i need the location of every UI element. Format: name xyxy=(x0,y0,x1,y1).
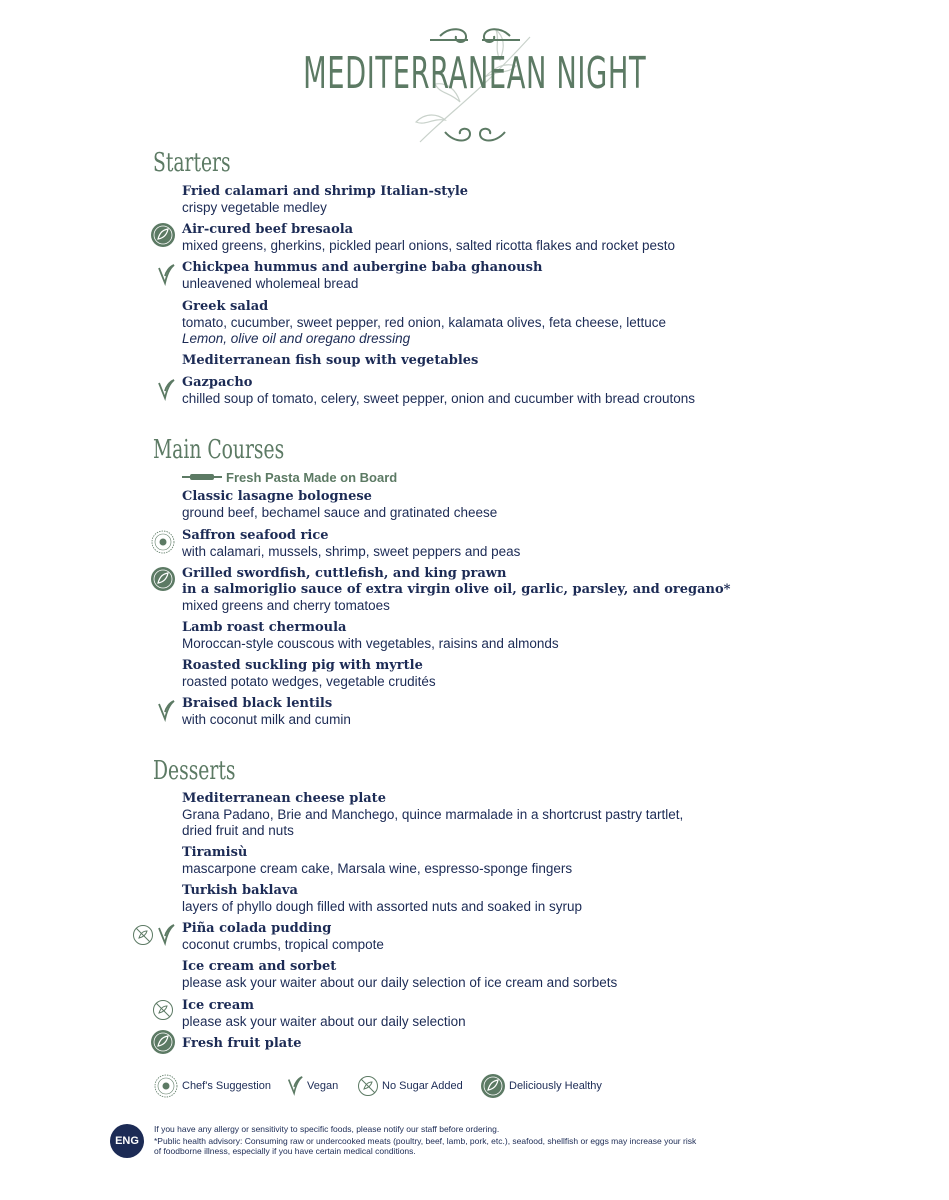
deliciously-healthy-icon xyxy=(150,566,176,592)
menu-item xyxy=(182,845,572,877)
dish-name: Ice cream xyxy=(182,998,255,1013)
dish-name: Air-cured beef bresaola xyxy=(182,222,354,237)
dish-name: Ice cream and sorbet xyxy=(182,959,337,974)
menu-item xyxy=(182,375,695,407)
chefs-suggestion-icon xyxy=(151,530,175,554)
legend-label-chefs-suggestion: Chef's Suggestion xyxy=(182,1080,271,1092)
menu-item xyxy=(182,184,468,216)
dish-name: Chickpea hummus and aubergine baba ghanoush xyxy=(182,260,543,275)
dish-name-continued: in a salmoriglio sauce of extra virgin olive oil, garlic, parsley, and oregano* xyxy=(182,582,731,597)
dish-name: Tiramisù xyxy=(182,845,248,860)
dish-description: please ask your waiter about our daily selection of ice cream and sorbets xyxy=(182,975,618,990)
dish-description: chilled soup of tomato, celery, sweet pepper, onion and cucumber with bread croutons xyxy=(182,391,696,406)
language-badge: ENG xyxy=(110,1124,144,1158)
allergy-notice: If you have any allergy or sensitivity to specific foods, please notify our staff before ordering. xyxy=(154,1124,500,1134)
section-heading-desserts: Desserts xyxy=(153,756,236,786)
dish-description-continued: dried fruit and nuts xyxy=(182,823,294,838)
health-advisory-continued: of foodborne illness, especially if you have certain medical conditions. xyxy=(154,1146,416,1156)
dish-name: Lamb roast chermoula xyxy=(182,620,347,635)
health-advisory: *Public health advisory: Consuming raw or undercooked meats (poultry, beef, lamb, pork, etc.), seafood, shellfish or eggs may increase your risk xyxy=(154,1136,697,1146)
menu-item xyxy=(182,353,478,369)
dish-description: please ask your waiter about our daily selection xyxy=(182,1014,466,1029)
icon-legend xyxy=(150,1074,620,1098)
vegan-icon xyxy=(156,377,176,401)
vegan-icon xyxy=(156,698,176,722)
no-sugar-added-icon xyxy=(152,999,174,1021)
fresh-pasta-label: Fresh Pasta Made on Board xyxy=(226,469,398,485)
dish-name: Roasted suckling pig with myrtle xyxy=(182,658,423,673)
dish-name: Braised black lentils xyxy=(182,696,333,711)
dish-description: with calamari, mussels, shrimp, sweet peppers and peas xyxy=(182,544,521,559)
deliciously-healthy-icon xyxy=(150,1029,176,1055)
section-heading-starters: Starters xyxy=(153,148,231,178)
dish-description: mixed greens and cherry tomatoes xyxy=(182,598,390,613)
menu-item xyxy=(182,791,683,839)
menu-item xyxy=(182,489,497,521)
menu-item xyxy=(182,528,520,560)
deliciously-healthy-icon xyxy=(150,222,176,248)
dish-description: mascarpone cream cake, Marsala wine, espresso-sponge fingers xyxy=(182,861,573,876)
dish-description: roasted potato wedges, vegetable crudités xyxy=(182,674,436,689)
menu-item xyxy=(182,299,666,347)
dish-description: unleavened wholemeal bread xyxy=(182,276,359,291)
dish-name: Fresh fruit plate xyxy=(182,1036,302,1051)
legend-label-deliciously-healthy: Deliciously Healthy xyxy=(509,1080,602,1092)
no-sugar-added-icon xyxy=(132,924,154,946)
vegan-icon xyxy=(156,262,176,286)
dish-description: Moroccan-style couscous with vegetables, raisins and almonds xyxy=(182,636,559,651)
rolling-pin-icon xyxy=(182,473,222,481)
legend-label-no-sugar-added: No Sugar Added xyxy=(382,1080,463,1092)
menu-item xyxy=(182,658,436,690)
dish-name: Piña colada pudding xyxy=(182,921,332,936)
dish-name: Mediterranean cheese plate xyxy=(182,791,386,806)
dish-description: mixed greens, gherkins, pickled pearl onions, salted ricotta flakes and rocket pesto xyxy=(182,238,676,253)
vegan-icon xyxy=(156,922,176,946)
menu-item xyxy=(182,959,617,991)
menu-item xyxy=(182,696,351,728)
dish-name: Greek salad xyxy=(182,299,269,314)
dish-description: Grana Padano, Brie and Manchego, quince marmalade in a shortcrust pastry tartlet, xyxy=(182,807,684,822)
legend-label-vegan: Vegan xyxy=(307,1080,339,1092)
dish-description: layers of phyllo dough filled with assorted nuts and soaked in syrup xyxy=(182,899,582,914)
fresh-pasta-note xyxy=(182,469,397,485)
dish-name: Grilled swordfish, cuttlefish, and king prawn xyxy=(182,566,507,581)
menu-item xyxy=(182,222,675,254)
menu-item xyxy=(182,260,542,292)
dish-name: Saffron seafood rice xyxy=(182,528,329,543)
dish-description: tomato, cucumber, sweet pepper, red onion, kalamata olives, feta cheese, lettuce xyxy=(182,315,667,330)
menu-item xyxy=(182,998,466,1030)
dish-dressing: Lemon, olive oil and oregano dressing xyxy=(182,331,411,346)
dish-description: crispy vegetable medley xyxy=(182,200,327,215)
section-heading-main-courses: Main Courses xyxy=(153,435,285,465)
dish-name: Classic lasagne bolognese xyxy=(182,489,372,504)
menu-item xyxy=(182,883,582,915)
menu-title: MEDITERRANEAN NIGHT xyxy=(303,48,647,99)
dish-name: Fried calamari and shrimp Italian-style xyxy=(182,184,469,199)
dish-description: ground beef, bechamel sauce and gratinated cheese xyxy=(182,505,498,520)
menu-item xyxy=(182,566,730,614)
menu-item xyxy=(182,620,559,652)
vegan-icon xyxy=(286,1074,304,1096)
menu-item xyxy=(182,921,384,953)
dish-name: Gazpacho xyxy=(182,375,253,390)
menu-item xyxy=(182,1036,302,1052)
dish-name: Mediterranean fish soup with vegetables xyxy=(182,353,479,368)
dish-description: coconut crumbs, tropical compote xyxy=(182,937,384,952)
dish-description: with coconut milk and cumin xyxy=(182,712,351,727)
deliciously-healthy-icon xyxy=(480,1073,506,1099)
dish-name: Turkish baklava xyxy=(182,883,298,898)
no-sugar-added-icon xyxy=(357,1075,379,1097)
chefs-suggestion-icon xyxy=(154,1074,178,1098)
